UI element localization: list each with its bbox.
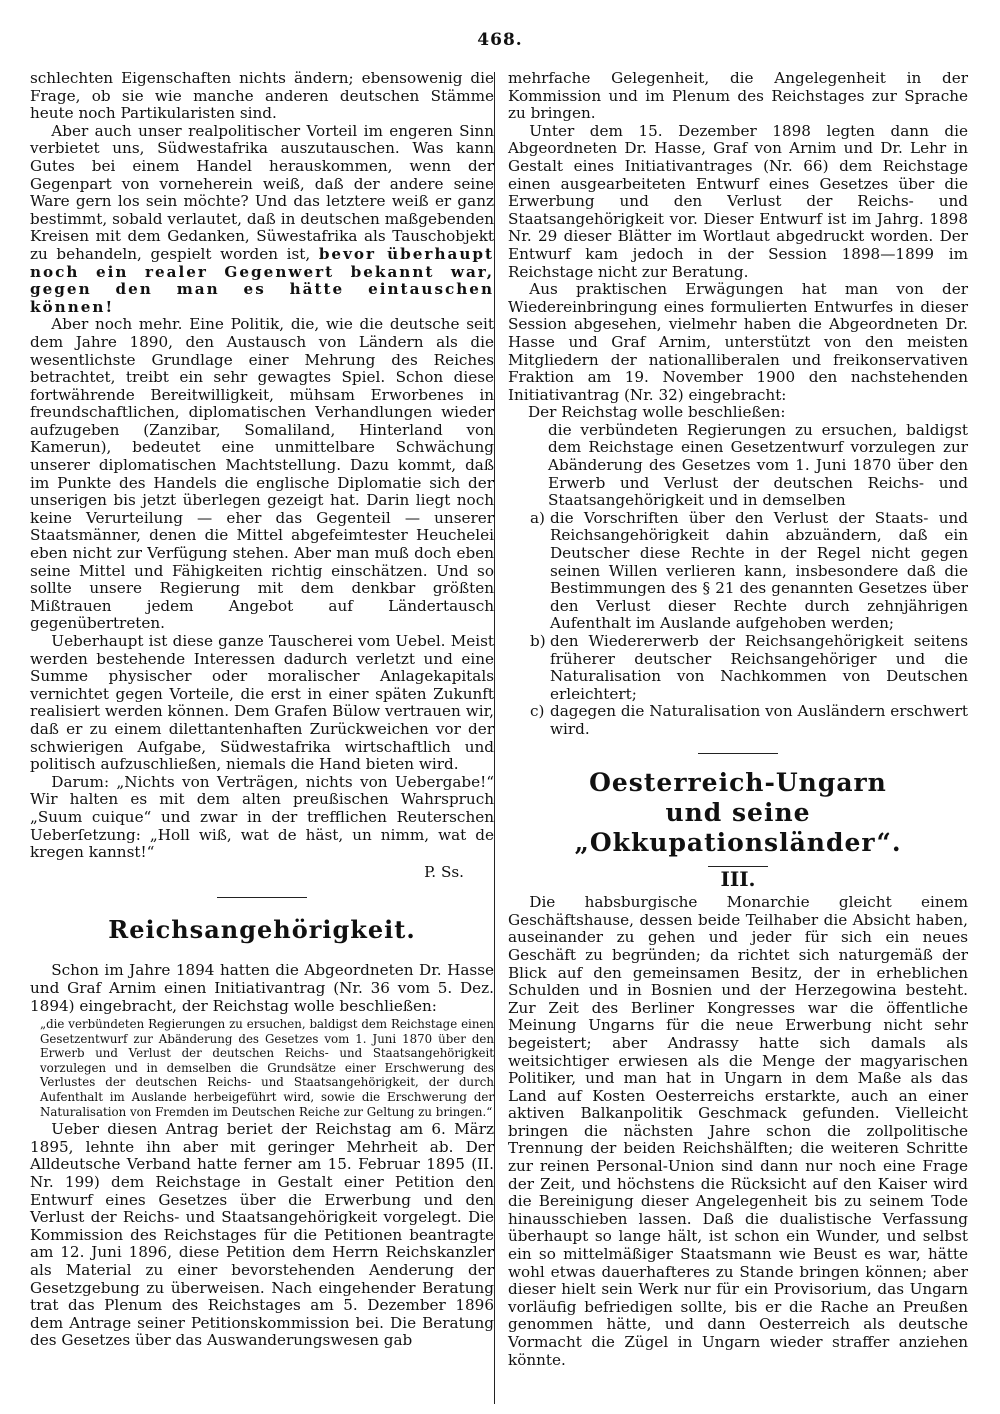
author-signature: P. Ss.	[424, 862, 464, 881]
resolution-line: Der Reichstag wolle beschließen:	[528, 403, 786, 422]
article-heading: Reichsangehörigkeit.	[108, 915, 416, 945]
paragraph	[30, 123, 494, 317]
item-text: dagegen die Naturalisation von Ausländern erschwert wird.	[550, 702, 968, 738]
paragraph: Ueberhaupt ist diese ganze Tauscherei vom Uebel. Meist werden bestehende Interessen dadurch verletzt und eine Summe physischer oder moralischer Anlagekapitals vernichtet gegen Vorteile, die erst in einer späten Zukunft realisiert werden können. Dem Grafen Bülow vertrauen wir, daß er zu einem dilettantenhaften Zurückweichen vor der schwierigen Aufgabe, Südwestafrika wirtschaftlich und politisch aufzuschließen, niemals die Hand bieten wird.	[30, 632, 494, 774]
item-text: den Wiedererwerb der Reichsangehörigkeit seitens früherer deutscher Reichsangehöriger und die Naturalisation von Nachkommen von Deutschen erleichtert;	[550, 632, 968, 703]
left-column	[30, 70, 494, 1350]
heading-line-1: Oesterreich-Ungarn	[589, 767, 887, 797]
paragraph-text: Aber auch unser realpolitischer Vorteil im engeren Sinn verbietet uns, Südwestafrika auszutauschen. Was kann Gutes bei einem Handel herauskommen, wenn der Gegenpart von vorneherein weiß, daß der andere seine Ware gern los sein möchte? Und das letztere weiß er ganz bestimmt, sobald verlautet, daß in deutschen maßgebenden Kreisen mit dem Gedanken, Süwestafrika als Tauschobjekt zu behandeln, gespielt worden ist,	[30, 121, 494, 263]
quoted-motion	[30, 1017, 494, 1119]
section-separator	[217, 897, 307, 898]
heading-line-2: und seine „Okkupationsländer“.	[574, 797, 902, 857]
section-separator	[698, 753, 778, 754]
paragraph: Die habsburgische Monarchie gleicht einem Geschäftshause, dessen beide Teilhaber die Absicht haben, auseinander zu gehen und jeder für sich ein neues Geschäft zu begründen; da richtet sich naturgemäß der Blick auf den gemeinsamen Besitz, der in erheblichen Schulden und in Bosnien und der Herzegowina besteht. Zur Zeit des Berliner Kongresses war die öffentliche Meinung Ungarns für die neue Erwerbung nicht sehr begeistert; aber Andrassy hatte sich damals als weitsichtiger erwiesen als die Menge der magyarischen Politiker, und man hat in Ungarn in dem Maße als das Land auf Kosten Oesterreichs erstarkte, auch an einer aktiven Balkanpolitik Geschmack gefunden. Vielleicht bringen die nächsten Jahre schon die zollpolitische Trennung der beiden Reichshälften; die weiteren Schritte zur reinen Personal-Union sind dann nur noch eine Frage der Zeit, und höchstens die Rücksicht auf den Kaiser wird die Bereinigung dieser Angelegenheit bis zu seinem Tode hinausschieben lassen. Daß die dualistische Verfassung überhaupt so lange hält, ist schon ein Wunder, und selbst ein so mittelmäßiger Staatsmann wie Beust es war, hätte wohl etwas dauerhafteres zu Stande bringen können; aber dieser hielt sein Werk nur für ein Provisorium, das Ungarn vorläufig befriedigen sollte, bis er die Rache an Preußen genommen hätte, und dann Oesterreich als deutsche Vormacht die Zügel in Ungarn wieder straffer anziehen könnte.	[508, 893, 968, 1369]
paragraph: schlechten Eigenschaften nichts ändern; ebensowenig die Frage, ob sie wie manche anderen deutschen Stämme heute noch Partikularisten sind.	[30, 69, 494, 123]
paragraph: Schon im Jahre 1894 hatten die Abgeordneten Dr. Hasse und Graf Arnim einen Initiativantrag (Nr. 36 vom 5. Dez. 1894) eingebracht, der Reichstag wolle beschließen:	[30, 961, 494, 1015]
part-number: III.	[720, 866, 756, 891]
article-heading	[508, 768, 968, 858]
paragraph: Darum: „Nichts von Verträgen, nichts von Uebergabe!“ Wir halten es mit dem alten preußischen Wahrspruch „Suum cuique“ und zwar in der trefflichen Reuterschen Ueberſetzung: „Holl wiß, wat de häst, un nimm, wat de kregen kannst!“	[30, 772, 494, 862]
item-text: die Vorschriften über den Verlust der Staats- und Reichsangehörigkeit dahin abzuändern, daß ein Deutscher diese Rechte in der Regel nicht gegen seinen Willen verlieren kann, insbesondere daß die Bestimmungen des § 21 des genannten Gesetzes über den Verlust dieser Rechte durch zehnjährigen Aufenthalt im Auslande aufgehoben werden;	[550, 508, 968, 633]
item-label: a)	[530, 508, 545, 527]
item-label: b)	[530, 632, 546, 650]
paragraph: mehrfache Gelegenheit, die Angelegenheit in der Kommission und im Plenum des Reichstages zur Sprache zu bringen.	[508, 69, 968, 123]
quote-text: „die verbündeten Regierungen zu ersuchen, baldigst dem Reichstage einen Gesetzentwurf zur Abänderung des Gesetzes vom 1. Juni 1870 über den Erwerb und Verlust der deutschen Reichs- und Staatsangehörigkeit vorzulegen und in demselben die Grundsätze einer Erschwerung des Verlustes der deutschen Reichs- und Staatsangehörigkeit, der durch Aufenthalt im Auslande herbeigeführt wird, sowie die Erschwerung der Naturalisation von Fremden im Deutschen Reiche zur Geltung zu bringen.“	[40, 1017, 494, 1119]
page-number: 468.	[477, 30, 523, 50]
right-column	[508, 70, 968, 1369]
motion-intro: die verbündeten Regierungen zu ersuchen, baldigst dem Reichstage einen Gesetzentwurf vorzulegen zur Abänderung des Gesetzes vom 1. Juni 1870 über den Erwerb und Verlust der deutschen Reichs- und Staatsangehörigkeit und in demselben	[548, 420, 968, 510]
paragraph: Ueber diesen Antrag beriet der Reichstag am 6. März 1895, lehnte ihn aber mit geringer Mehrheit ab. Der Alldeutsche Verband hatte ferner am 15. Februar 1895 (II. Nr. 199) dem Reichstage in Gestalt einer Petition den Entwurf eines Gesetzes über die Erwerbung und den Verlust der Reichs- und Staatsangehörigkeit vorgelegt. Die Kommission des Reichstages für die Petitionen beantragte am 12. Juni 1896, diese Petition dem Herrn Reichskanzler als Material zu einer bevorstehenden Aenderung der Gesetzgebung zu überweisen. Nach eingehender Beratung trat das Plenum des Reichstages am 5. Dezember 1896 dem Antrage seiner Petitionskommission bei. Die Beratung des Gesetzes über das Auswanderungswesen gab	[30, 1120, 494, 1350]
motion-item-c	[508, 703, 968, 738]
column-divider	[494, 72, 495, 1404]
paragraph: Aber noch mehr. Eine Politik, die, wie die deutsche seit dem Jahre 1890, den Austausch von Ländern als die wesentlichste Grundlage einer Mehrung des Reiches betrachtet, treibt ein sehr gewagtes Spiel. Schon diese fortwährende Bereitwilligkeit, mühsam Erworbenes in freundschaftlichen, diplomatischen Verhandlungen wieder aufzugeben (Zanzibar, Somaliland, Hinterland von Kamerun), bedeutet eine unmittelbare Schwächung unserer diplomatischen Machtstellung. Dazu kommt, daß im Punkte des Handels die englische Diplomatie sich der unserigen bis jetzt überlegen gezeigt hat. Darin liegt noch keine Verurteilung — eher das Gegenteil — unserer Staatsmänner, denen die Mittel abgefeimtester Heuchelei eben nicht zur Verfügung stehen. Aber man muß doch eben seine Mittel und Fähigkeiten richtig einschätzen. Und so sollte unsere Regierung mit dem denkbar größten Mißtrauen jedem Angebot auf Ländertausch gegenübertreten.	[30, 315, 494, 633]
item-label: c)	[530, 702, 545, 721]
paragraph: Aus praktischen Erwägungen hat man von der Wiedereinbringung eines formulierten Entwurfes in dieser Session abgesehen, vielmehr haben die Abgeordneten Dr. Hasse und Graf Arnim, unterstützt von den meisten Mitgliedern der nationalliberalen und freikonservativen Fraktion am 19. November 1900 den nachstehenden Initiativantrag (Nr. 32) eingebracht:	[508, 280, 968, 404]
paragraph: Unter dem 15. Dezember 1898 legten dann die Abgeordneten Dr. Hasse, Graf von Arnim und Dr. Lehr in Gestalt eines Initiativantrages (Nr. 66) dem Reichstage einen ausgearbeiteten Entwurf eines Gesetzes über die Erwerbung und den Verlust der Reichs- und Staatsangehörigkeit vor. Dieser Entwurf ist im Jahrg. 1898 Nr. 29 dieser Blätter im Wortlaut abgedruckt worden. Der Entwurf kam jedoch in der Session 1898—1899 im Reichstage nicht zur Beratung.	[508, 121, 968, 281]
motion-item-a	[508, 510, 968, 633]
emphasized-text: bevor überhaupt noch ein realer Gegenwert bekannt war, gegen den man es hätte eintauschen können!	[30, 244, 494, 316]
motion-item-b	[508, 633, 968, 703]
